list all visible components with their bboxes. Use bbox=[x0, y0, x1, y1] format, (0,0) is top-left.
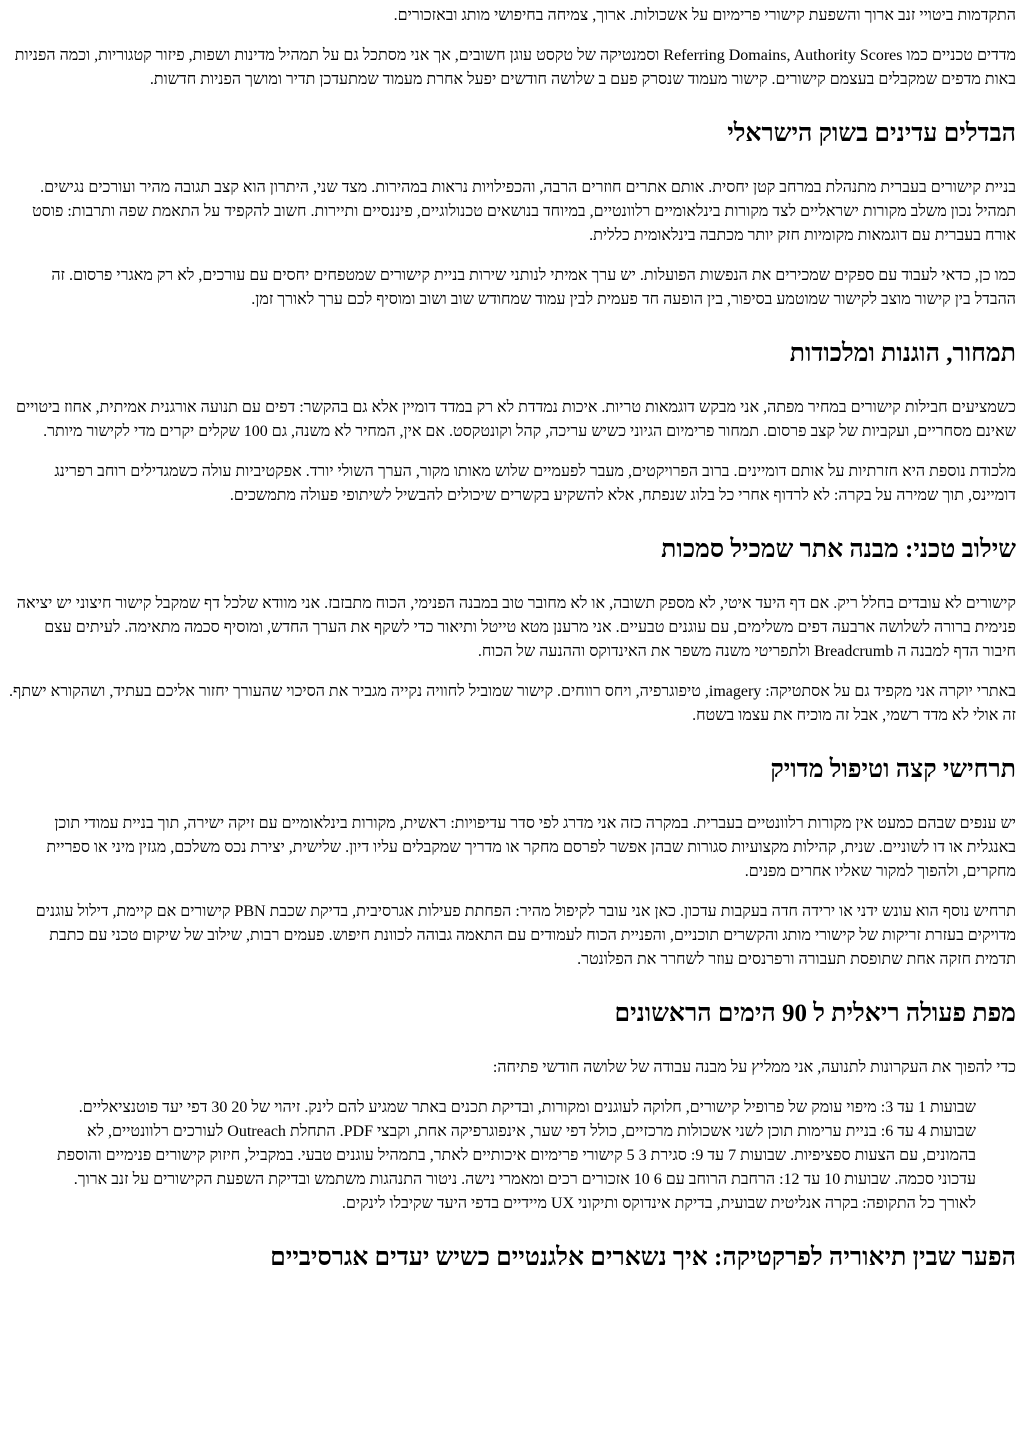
heading-pricing: תמחור, הוגנות ומלכודות bbox=[789, 340, 1016, 367]
heading-theory-vs-practice: הפער שבין תיאוריה לפרקטיקה: איך נשארים אלגנטיים כשיש יעדים אגרסיביים bbox=[270, 1244, 1016, 1271]
paragraph: כדי להפוך את העקרונות לתנועה, אני ממליץ על מבנה עבודה של שלושה חודשי פתיחה: bbox=[492, 1059, 1016, 1076]
paragraph: קישורים לא עובדים בחלל ריק. אם דף היעד איטי, לא מספק תשובה, או לא מחובר טוב במבנה הפנימי, הכוח מתבזבז. אני מוודא שלכל דף שמקבל קישור חיצוני יש יציאה פנימית ברורה לשלושה ארבעה דפים משלימים, עם עוגנים טבעיים. אני מרענן מטא טייטל ותיאור כדי לשקף את הערך החדש, ומוסיף סכמה מתאימה. לעיתים עצם חיבור הדף למבנה ה Breadcrumb ולתפריטי משנה משפר את האינדוקס וההנעה של הכוח. bbox=[16, 595, 1016, 660]
heading-edge-cases: תרחישי קצה וטיפול מדויק bbox=[770, 756, 1016, 783]
plan-blockquote: שבועות 1 עד 3: מיפוי עומק של פרופיל קישורים, חלוקה לעוגנים ומקורות, ובדיקת תכנים באתר שמגיע להם לינק. זיהוי של 20 30 דפי יעד פוטנציאליים. שבועות 4 עד 6: בניית ערימות תוכן לשני אשכולות מרכזיים, כולל דפי שער, אינפוגרפיקה אחת, וקבצי PDF. התחלת Outreach לעורכים רלוונטיים, לא בהמונים, עם הצעות ספציפיות. שבועות 7 עד 9: סגירת 3 5 קישורי פרימיום איכותיים לאתר, בתמהיל עוגנים טבעי. במקביל, חיזוק קישורים פנימיים והוספת עדכוני סכמה. שבועות 10 עד 12: הרחבת הרוחב עם 6 10 אזכורים רכים ומאמרי נישה. ניטור התנהגות משתמש ובדיקת השפעת הקישורים על זנב ארוך. לאורך כל התקופה: בקרה אנליטית שבועית, בדיקת אינדוקס ותיקוני UX מיידיים בדפי היעד שקיבלו לינקים. bbox=[57, 1099, 976, 1212]
paragraph: תרחיש נוסף הוא עונש ידני או ירידה חדה בעקבות עדכון. כאן אני עובר לקיפול מהיר: הפחתת פעילות אגרסיבית, בדיקת שכבת PBN קישורים אם קיימת, דילול עוגנים מדויקים בעזרת זריקות של קישורי מותג והקשרים תוכניים, והפניית הכוח לעמודים עם התאמה גבוהה לכוונת חיפוש. פעמים רבות, שילוב של שיקום טכני עם כתבת תדמית חזקה אחת שתופסת תעבורה ורפרנסים עוזר לשחרר את הפלונטר. bbox=[35, 903, 1016, 968]
paragraph: כשמציעים חבילות קישורים במחיר מפתה, אני מבקש דוגמאות טריות. איכות נמדדת לא רק במדד דומיין אלא גם בהקשר: דפים עם תנועה אורגנית אמיתית, אחוז ביטויים שאינם מסחריים, ועקביות של קצב פרסום. תמחור פרימיום הגיוני כשיש עריכה, קהל וקונטקסט. אם אין, המחיר לא משנה, גם 100 שקלים יקרים מדי לקישור מיותר. bbox=[15, 399, 1016, 440]
heading-90-day-plan: מפת פעולה ריאלית ל 90 הימים הראשונים bbox=[614, 1000, 1016, 1027]
paragraph-technical-metrics: מדדים טכניים כמו Referring Domains, Authority Scores וסמנטיקה של טקסט עוגן חשובים, אך אני מסתכל גם על תמהיל מדינות ושפות, פיזור קטגוריות, וכמה הפניות באות מדפים שמקבלים בעצמם קישורים. קישור מעמוד שנסרק פעם ב שלושה חודשים יפעל אחרת מעמוד שמתעדכן תדיר ומושך הפניות חדשות. bbox=[14, 47, 1016, 88]
paragraph: כמו כן, כדאי לעבוד עם ספקים שמכירים את הנפשות הפועלות. יש ערך אמיתי לנותני שירות בניית קישורים שמטפחים יחסים עם עורכים, לא רק מאגרי פרסום. זה ההבדל בין קישור מוצב לקישור שמוטמע בסיפור, בין הופעה חד פעמית לבין עמוד שמחודש שוב ושוב ומוסיף לכם ערך לאורך זמן. bbox=[51, 267, 1016, 308]
paragraph: באתרי יוקרה אני מקפיד גם על אסתטיקה: imagery, טיפוגרפיה, ויחס רווחים. קישור שמוביל לחוויה נקייה מגביר את הסיכוי שהעורך יחזור אליכם בעתיד, ושהקורא ישתף. זה אולי לא מדד רשמי, אבל זה מוכיח את עצמו בשטח. bbox=[9, 683, 1016, 724]
paragraph: יש ענפים שבהם כמעט אין מקורות רלוונטיים בעברית. במקרה כזה אני מדרג לפי סדר עדיפויות: ראשית, מקורות בינלאומיים עם זיקה ישירה, תוך בניית עמודי תוכן באנגלית או דו לשוניים. שנית, קהילות מקצועיות סגורות שבהן אפשר לפרסם מחקר או מדריך שמקבלים עליו דיון. שלישית, יצירת נכס משלכם, מגזין מיני או ספריית מחקרים, ולהפוך למקור שאליו אחרים מפנים. bbox=[46, 815, 1016, 880]
heading-israeli-market: הבדלים עדינים בשוק הישראלי bbox=[727, 120, 1016, 147]
paragraph-intro-tail: התקדמות ביטויי זנב ארוך והשפעת קישורי פרימיום על אשכולות. ארוך, צמיחה בחיפושי מותג ובאזכורים. bbox=[393, 7, 1016, 24]
heading-technical-integration: שילוב טכני: מבנה אתר שמכיל סמכות bbox=[661, 536, 1016, 563]
paragraph: מלכודת נוספת היא חזרתיות על אותם דומיינים. ברוב הפרויקטים, מעבר לפעמיים שלוש מאותו מקור, הערך השולי יורד. אפקטיביות עולה כשמגדילים רוחב רפרינג דומיינס, תוך שמירה על בקרה: לא לרדוף אחרי כל בלוג שנפתח, אלא להשקיע בקשרים שיכולים להבשיל לשיתופי פעולה מתמשכים. bbox=[54, 463, 1016, 504]
article-body bbox=[8, 4, 1016, 1273]
paragraph: בניית קישורים בעברית מתנהלת במרחב קטן יחסית. אותם אתרים חוזרים הרבה, והכפילויות נראות במהירות. מצד שני, היתרון הוא קצב תגובה מהיר ועורכים נגישים. תמהיל נכון משלב מקורות ישראליים לצד מקורות בינלאומיים רלוונטיים, במיוחד בנושאים טכנולוגיים, פיננסיים ותיירות. חשוב להקפיד על התאמת שפה ותרבות: פוסט אורח בעברית עם דוגמאות מקומיות חזק יותר מכתבה בינלאומית כללית. bbox=[32, 179, 1016, 244]
